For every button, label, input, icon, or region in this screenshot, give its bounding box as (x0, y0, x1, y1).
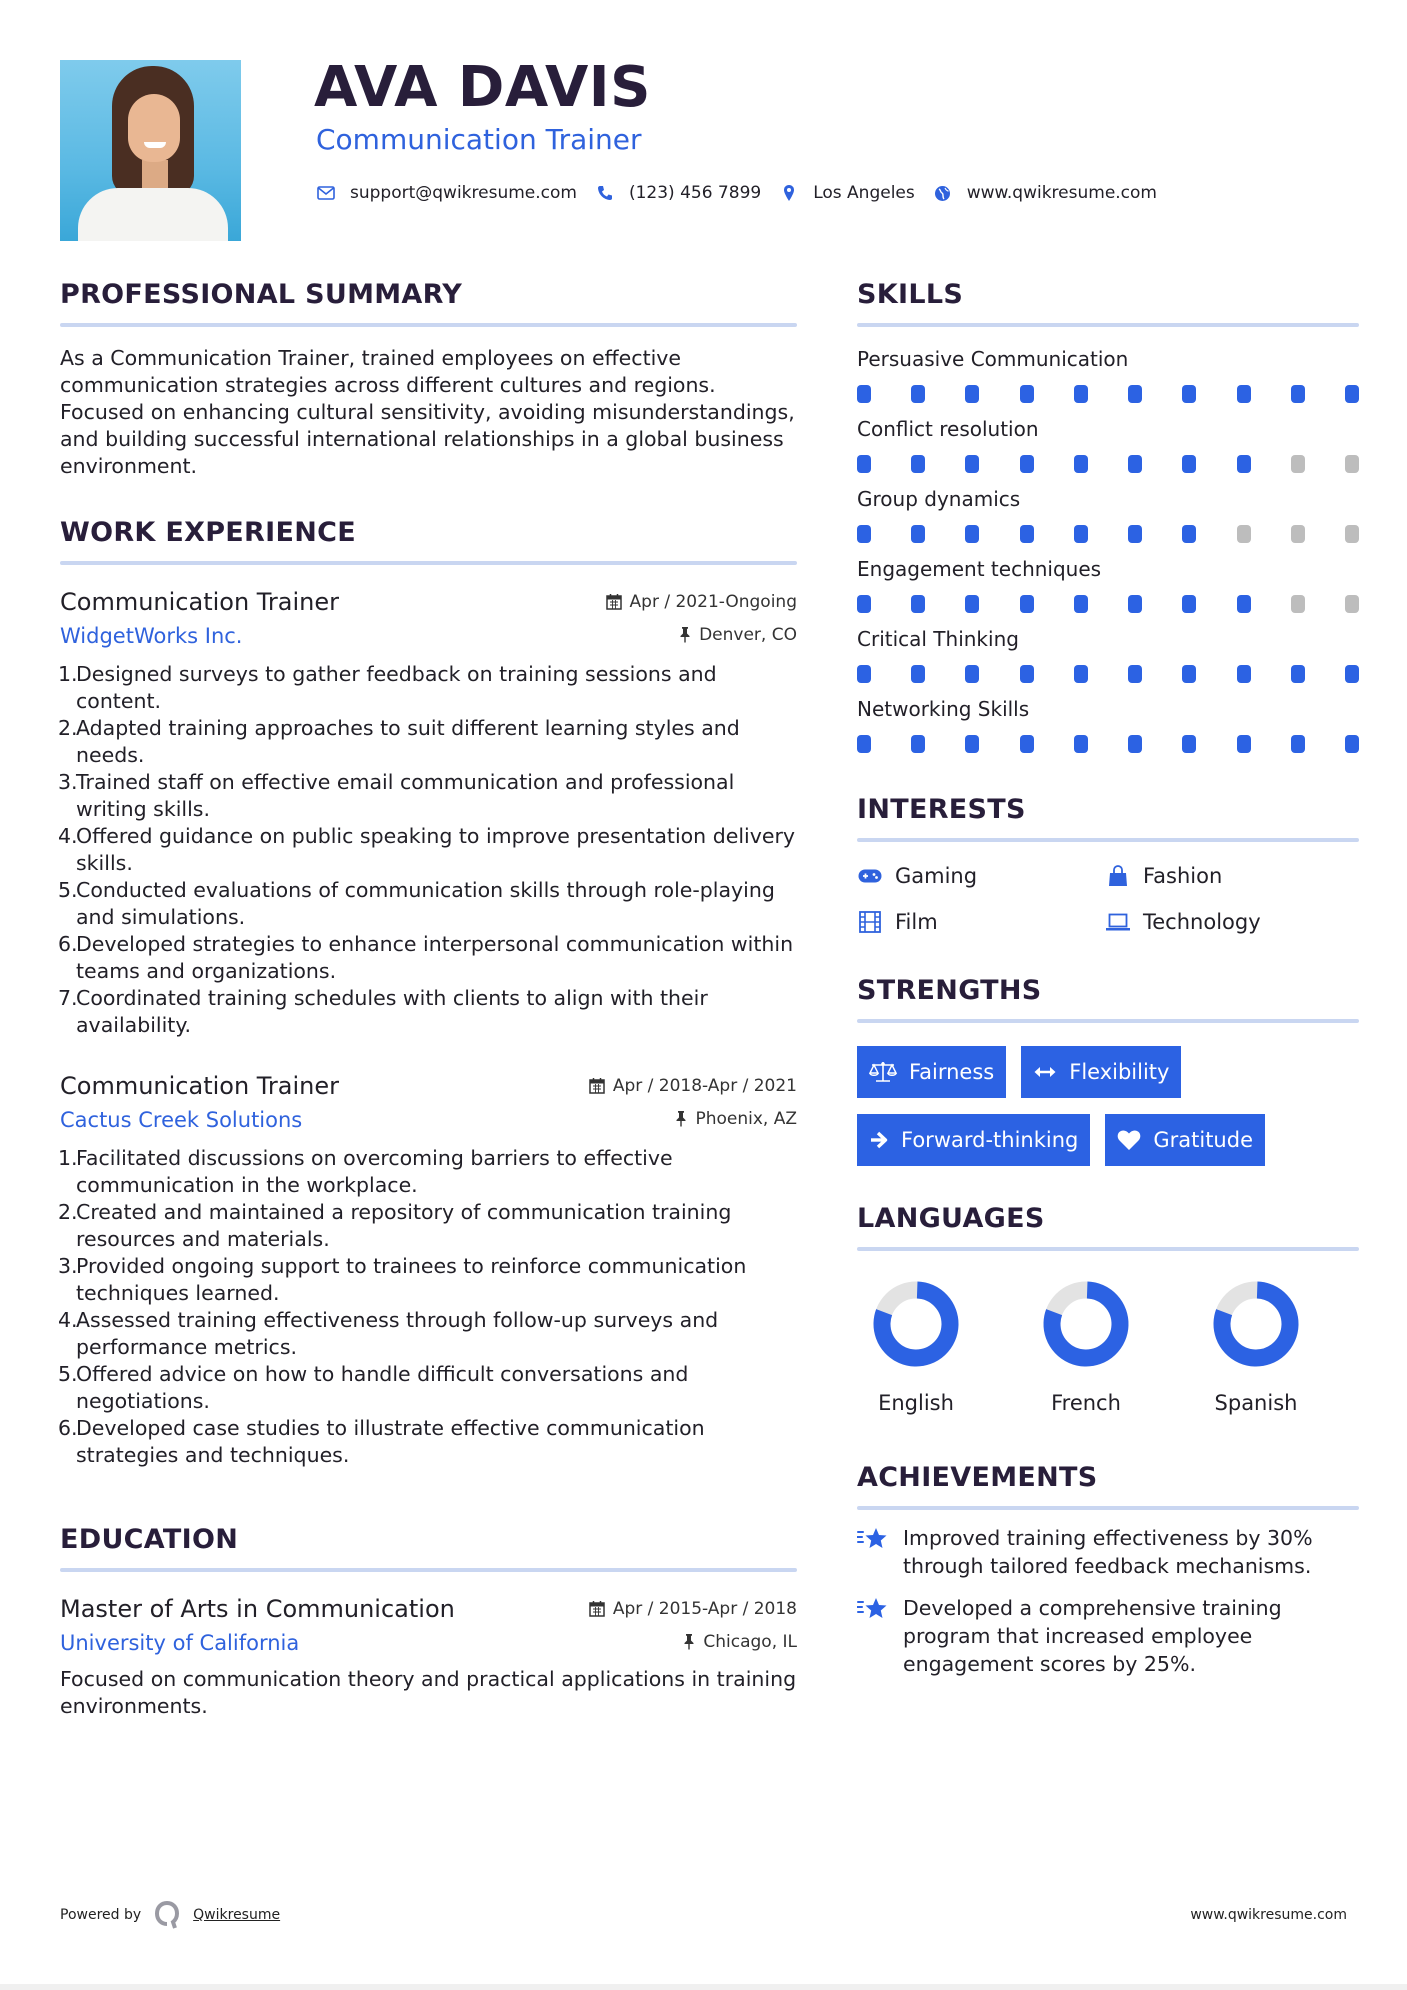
rating-dot-filled (1074, 735, 1088, 753)
skill-name: Group dynamics (857, 487, 1021, 511)
job-location: Denver, CO (679, 625, 797, 645)
calendar-icon (589, 1077, 605, 1094)
rating-dot-filled (1020, 455, 1034, 473)
language-item (873, 1281, 959, 1417)
rating-dot-empty (1291, 455, 1305, 473)
rating-dot-filled (857, 455, 871, 473)
star-icon (857, 1596, 889, 1678)
strength-chip: Gratitude (1105, 1114, 1265, 1166)
rating-dot-filled (1345, 385, 1359, 403)
education-entry (60, 1592, 797, 1720)
skill-name: Persuasive Communication (857, 347, 1129, 371)
rating-dot-filled (965, 595, 979, 613)
interests-heading: INTERESTS (857, 794, 1026, 825)
strength-chip: Flexibility (1021, 1046, 1181, 1098)
rating-dot-filled (1020, 385, 1034, 403)
rating-dot-filled (1074, 665, 1088, 683)
list-item: 7. Coordinated training schedules with clients to align with their availability. (58, 986, 708, 1037)
rating-dot-filled (1074, 595, 1088, 613)
language-name: Spanish (1214, 1391, 1298, 1415)
rating-dot-filled (1291, 665, 1305, 683)
job-role: Communication Trainer (60, 1072, 340, 1100)
contact-location: Los Angeles (813, 183, 915, 203)
skill-rating (857, 595, 1359, 613)
job-bullets (60, 1145, 797, 1469)
rating-dot-filled (857, 595, 871, 613)
contact-phone[interactable]: (123) 456 7899 (628, 183, 762, 203)
list-item: 2. Adapted training approaches to suit different learning styles and needs. (58, 716, 740, 767)
rating-dot-filled (1291, 735, 1305, 753)
skill-rating (857, 525, 1359, 543)
skill-item (857, 555, 1359, 613)
globe-icon (933, 183, 953, 203)
skill-item (857, 345, 1359, 403)
rating-dot-filled (1237, 595, 1251, 613)
rating-dot-filled (857, 665, 871, 683)
education-location: Chicago, IL (683, 1632, 797, 1652)
list-item: 6. Developed case studies to illustrate effective communication strategies and techniques. (58, 1416, 705, 1467)
languages-section (857, 1200, 1359, 1417)
skill-rating (857, 735, 1359, 753)
education-section (60, 1521, 797, 1720)
experience-section (60, 514, 797, 1469)
phone-icon (595, 183, 615, 203)
rating-dot-filled (965, 385, 979, 403)
contact-row (316, 180, 1175, 206)
section-divider (857, 323, 1359, 327)
rating-dot-filled (965, 525, 979, 543)
interests-section (857, 791, 1359, 938)
interest-item: Fashion (1105, 860, 1353, 892)
pushpin-icon (683, 1633, 695, 1650)
arrow-right-icon (869, 1130, 889, 1150)
candidate-title: Communication Trainer (316, 123, 642, 156)
language-proficiency-donut (1213, 1281, 1299, 1367)
achievement-item: Improved training effectiveness by 30% through tailored feedback mechanisms. (857, 1524, 1359, 1580)
language-proficiency-donut (1043, 1281, 1129, 1367)
rating-dot-filled (911, 385, 925, 403)
footer-website[interactable]: www.qwikresume.com (1190, 1907, 1347, 1923)
strength-chip: Forward-thinking (857, 1114, 1090, 1166)
list-item: 3. Provided ongoing support to trainees to reinforce communication techniques learned. (58, 1254, 747, 1305)
list-item: 2. Created and maintained a repository of communication training resources and materials. (58, 1200, 732, 1251)
candidate-name: AVA DAVIS (314, 55, 651, 120)
language-proficiency-donut (873, 1281, 959, 1367)
right-column (857, 276, 1359, 1678)
rating-dot-filled (911, 525, 925, 543)
rating-dot-empty (1291, 525, 1305, 543)
rating-dot-filled (1074, 385, 1088, 403)
map-marker-icon (779, 183, 799, 203)
rating-dot-filled (1020, 735, 1034, 753)
rating-dot-filled (857, 525, 871, 543)
section-divider (857, 1506, 1359, 1510)
rating-dot-filled (857, 385, 871, 403)
skill-item (857, 415, 1359, 473)
rating-dot-filled (1237, 665, 1251, 683)
heart-icon (1117, 1129, 1141, 1151)
rating-dot-filled (1074, 525, 1088, 543)
calendar-icon (589, 1600, 605, 1617)
skill-name: Conflict resolution (857, 417, 1039, 441)
section-divider (857, 1019, 1359, 1023)
rating-dot-filled (1020, 595, 1034, 613)
rating-dot-filled (1291, 385, 1305, 403)
school: University of California (60, 1631, 300, 1655)
pushpin-icon (675, 1110, 687, 1127)
footer-powered-by (60, 1900, 280, 1930)
rating-dot-filled (1345, 735, 1359, 753)
language-item (1213, 1281, 1299, 1417)
section-divider (60, 323, 797, 327)
film-icon (857, 910, 883, 934)
list-item: 5. Offered advice on how to handle difficult conversations and negotiations. (58, 1362, 689, 1413)
rating-dot-filled (965, 455, 979, 473)
contact-email[interactable]: support@qwikresume.com (350, 183, 577, 203)
skill-item (857, 485, 1359, 543)
arrows-horizontal-icon (1033, 1066, 1057, 1078)
rating-dot-filled (1128, 595, 1142, 613)
experience-heading: WORK EXPERIENCE (60, 517, 356, 548)
rating-dot-filled (965, 735, 979, 753)
skill-item (857, 625, 1359, 683)
education-description: Focused on communication theory and practical applications in training environments. (60, 1667, 797, 1718)
list-item: 5. Conducted evaluations of communication skills through role-playing and simulations. (58, 878, 775, 929)
job-dates: Apr / 2018-Apr / 2021 (589, 1076, 797, 1096)
star-icon (857, 1526, 889, 1580)
section-divider (60, 561, 797, 565)
rating-dot-empty (1345, 455, 1359, 473)
rating-dot-filled (1182, 455, 1196, 473)
rating-dot-filled (1182, 385, 1196, 403)
rating-dot-filled (1237, 385, 1251, 403)
summary-text: As a Communication Trainer, trained employees on effective communication strategies across different cultures and regions. Focused on enhancing cultural sensitivity, avoiding misunderstandings, and building successful international relationships in a global business environment. (60, 346, 795, 478)
job-location: Phoenix, AZ (675, 1109, 797, 1129)
job-role: Communication Trainer (60, 588, 340, 616)
left-column (60, 276, 797, 1720)
language-item (1043, 1281, 1129, 1417)
rating-dot-empty (1237, 525, 1251, 543)
rating-dot-filled (1128, 385, 1142, 403)
pushpin-icon (679, 626, 691, 643)
interest-item: Film (857, 906, 1105, 938)
profile-photo (60, 60, 241, 241)
job-entry (60, 585, 797, 1039)
languages-heading: LANGUAGES (857, 1203, 1045, 1234)
skill-rating (857, 385, 1359, 403)
rating-dot-filled (1128, 455, 1142, 473)
section-divider (857, 838, 1359, 842)
rating-dot-filled (1020, 525, 1034, 543)
skills-heading: SKILLS (857, 279, 964, 310)
list-item: 6. Developed strategies to enhance interpersonal communication within teams and organizations. (58, 932, 794, 983)
strengths-heading: STRENGTHS (857, 975, 1042, 1006)
skill-rating (857, 455, 1359, 473)
language-name: French (1051, 1391, 1121, 1415)
gamepad-icon (857, 864, 883, 888)
rating-dot-empty (1345, 525, 1359, 543)
powered-by-label: Powered by (60, 1907, 142, 1923)
rating-dot-filled (1074, 455, 1088, 473)
rating-dot-filled (1128, 665, 1142, 683)
summary-heading: PROFESSIONAL SUMMARY (60, 279, 463, 310)
rating-dot-filled (911, 595, 925, 613)
qwikresume-logo-icon (153, 1900, 181, 1930)
balance-scale-icon (869, 1061, 897, 1083)
degree: Master of Arts in Communication (60, 1595, 455, 1623)
list-item: 4. Assessed training effectiveness through follow-up surveys and performance metrics. (58, 1308, 719, 1359)
rating-dot-empty (1291, 595, 1305, 613)
achievements-section (857, 1459, 1359, 1678)
qwikresume-link[interactable]: Qwikresume (193, 1907, 281, 1923)
job-dates: Apr / 2021-Ongoing (606, 592, 797, 612)
rating-dot-filled (965, 665, 979, 683)
achievement-item: Developed a comprehensive training program that increased employee engagement scores by 25%. (857, 1594, 1359, 1678)
education-heading: EDUCATION (60, 1524, 239, 1555)
rating-dot-filled (911, 665, 925, 683)
skill-name: Engagement techniques (857, 557, 1102, 581)
rating-dot-filled (911, 735, 925, 753)
rating-dot-filled (1237, 455, 1251, 473)
rating-dot-filled (1237, 735, 1251, 753)
rating-dot-filled (1345, 665, 1359, 683)
skill-rating (857, 665, 1359, 683)
page-bottom-edge (0, 1984, 1407, 1990)
section-divider (857, 1247, 1359, 1251)
list-item: 3. Trained staff on effective email communication and professional writing skills. (58, 770, 735, 821)
rating-dot-filled (1182, 735, 1196, 753)
language-name: English (878, 1391, 954, 1415)
achievements-heading: ACHIEVEMENTS (857, 1462, 1098, 1493)
rating-dot-filled (1128, 525, 1142, 543)
skills-section (857, 276, 1359, 753)
rating-dot-filled (1182, 665, 1196, 683)
skill-item (857, 695, 1359, 753)
job-entry (60, 1069, 797, 1469)
job-company: WidgetWorks Inc. (60, 624, 243, 648)
list-item: 4. Offered guidance on public speaking to improve presentation delivery skills. (58, 824, 796, 875)
rating-dot-filled (1182, 595, 1196, 613)
rating-dot-filled (857, 735, 871, 753)
strength-chip: Fairness (857, 1046, 1006, 1098)
interest-item: Technology (1105, 906, 1353, 938)
interest-item: Gaming (857, 860, 1105, 892)
contact-website[interactable]: www.qwikresume.com (966, 183, 1157, 203)
envelope-icon (316, 183, 336, 203)
rating-dot-filled (1182, 525, 1196, 543)
rating-dot-filled (1128, 735, 1142, 753)
laptop-icon (1105, 910, 1131, 934)
skill-name: Critical Thinking (857, 627, 1019, 651)
calendar-icon (606, 593, 622, 610)
job-bullets (60, 661, 797, 1039)
education-dates: Apr / 2015-Apr / 2018 (589, 1599, 797, 1619)
skill-name: Networking Skills (857, 697, 1030, 721)
strengths-section (857, 972, 1359, 1166)
section-divider (60, 1568, 797, 1572)
rating-dot-empty (1345, 595, 1359, 613)
summary-section (60, 276, 797, 480)
rating-dot-filled (911, 455, 925, 473)
list-item: 1. Designed surveys to gather feedback on training sessions and content. (58, 662, 717, 713)
list-item: 1. Facilitated discussions on overcoming barriers to effective communication in the workplace. (58, 1146, 673, 1197)
rating-dot-filled (1020, 665, 1034, 683)
job-company: Cactus Creek Solutions (60, 1108, 303, 1132)
shopping-bag-icon (1105, 864, 1131, 888)
